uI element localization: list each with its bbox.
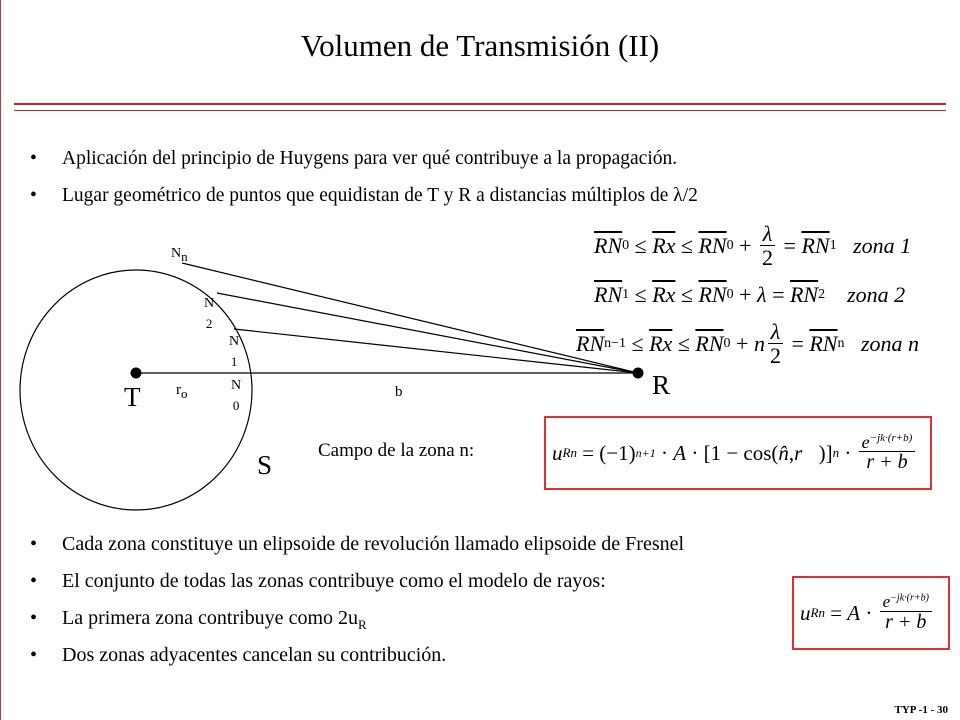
equation-zone-1: $\overline{RN}$ 0 ≤ $\overline{Rx}$ ≤ $\overline{RN}$ 0 + $\frac{\lambda}{2}$ = $\overline{RN}$ 1 zona 1 (594, 221, 912, 271)
field-equation: u Rn = (−1) n+1 · A · [1 − cos( n̂ , r⃗ )] n · $\frac{e^{-jk\cdot(r+b)}}{r + b}$ (552, 422, 917, 484)
label-b: b (395, 384, 403, 400)
top-bullet-list (30, 146, 698, 220)
bottom-bullet-list (30, 530, 684, 678)
label-n0: N 0 (231, 378, 242, 413)
label-r: R (652, 370, 671, 400)
ray-model-equation-box (792, 576, 950, 650)
label-t: T (124, 382, 141, 412)
ray-n2 (217, 293, 638, 373)
slide-footer: TYP -1 - 30 (894, 704, 948, 716)
ray-nn (182, 263, 638, 373)
equation-zone-2: $\overline{RN}$ 1 ≤ $\overline{Rx}$ ≤ $\overline{RN}$ 0 + λ = $\overline{RN}$ 2 zona 2 (594, 282, 906, 307)
title-rule-thick (14, 103, 946, 105)
bullet-elipsoide: • Cada zona constituye un elipsoide de revolución llamado elipsoide de Fresnel (30, 530, 684, 567)
bullet-modelo-rayos: • El conjunto de todas las zonas contribuye como el modelo de rayos: (30, 567, 684, 604)
label-s: S (257, 450, 273, 480)
label-n2: N 2 (204, 296, 215, 331)
bullet-primera-zona: • La primera zona contribuye como $2u_R$ (30, 604, 684, 641)
label-r0: $r_o$ (176, 382, 188, 401)
equation-zone-n: $\overline{RN}$ n−1 ≤ $\overline{Rx}$ ≤ $\overline{RN}$ 0 + n $\frac{\lambda}{2}$ = $\overline{RN}$ n zona n (576, 319, 920, 369)
label-n1: N 1 (229, 334, 240, 369)
zone-1-label: zona 1 (853, 232, 912, 258)
zone-n-label: zona n (860, 330, 920, 356)
zone-2-label: zona 2 (847, 282, 906, 307)
label-nn: $N_n$ (171, 246, 188, 264)
bullet-lugar-geometrico: • Lugar geométrico de puntos que equidistan de T y R a distancias múltiplos de λ/2 (30, 183, 698, 220)
bullet-huygens: • Aplicación del principio de Huygens para ver qué contribuye a la propagación. (30, 146, 698, 183)
point-t (131, 368, 142, 379)
slide-title: Volumen de Transmisión (II) (300, 28, 660, 63)
point-r (633, 368, 644, 379)
ray-model-equation: u Rn = A · $\frac{e^{-jk\cdot(r+b)}}{r + b}$ (800, 582, 934, 644)
title-rule-thin (14, 110, 946, 111)
field-equation-box (544, 416, 932, 490)
field-label: Campo de la zona n: (318, 440, 475, 461)
bullet-zonas-adyacentes: • Dos zonas adyacentes cancelan su contribución. (30, 641, 684, 678)
